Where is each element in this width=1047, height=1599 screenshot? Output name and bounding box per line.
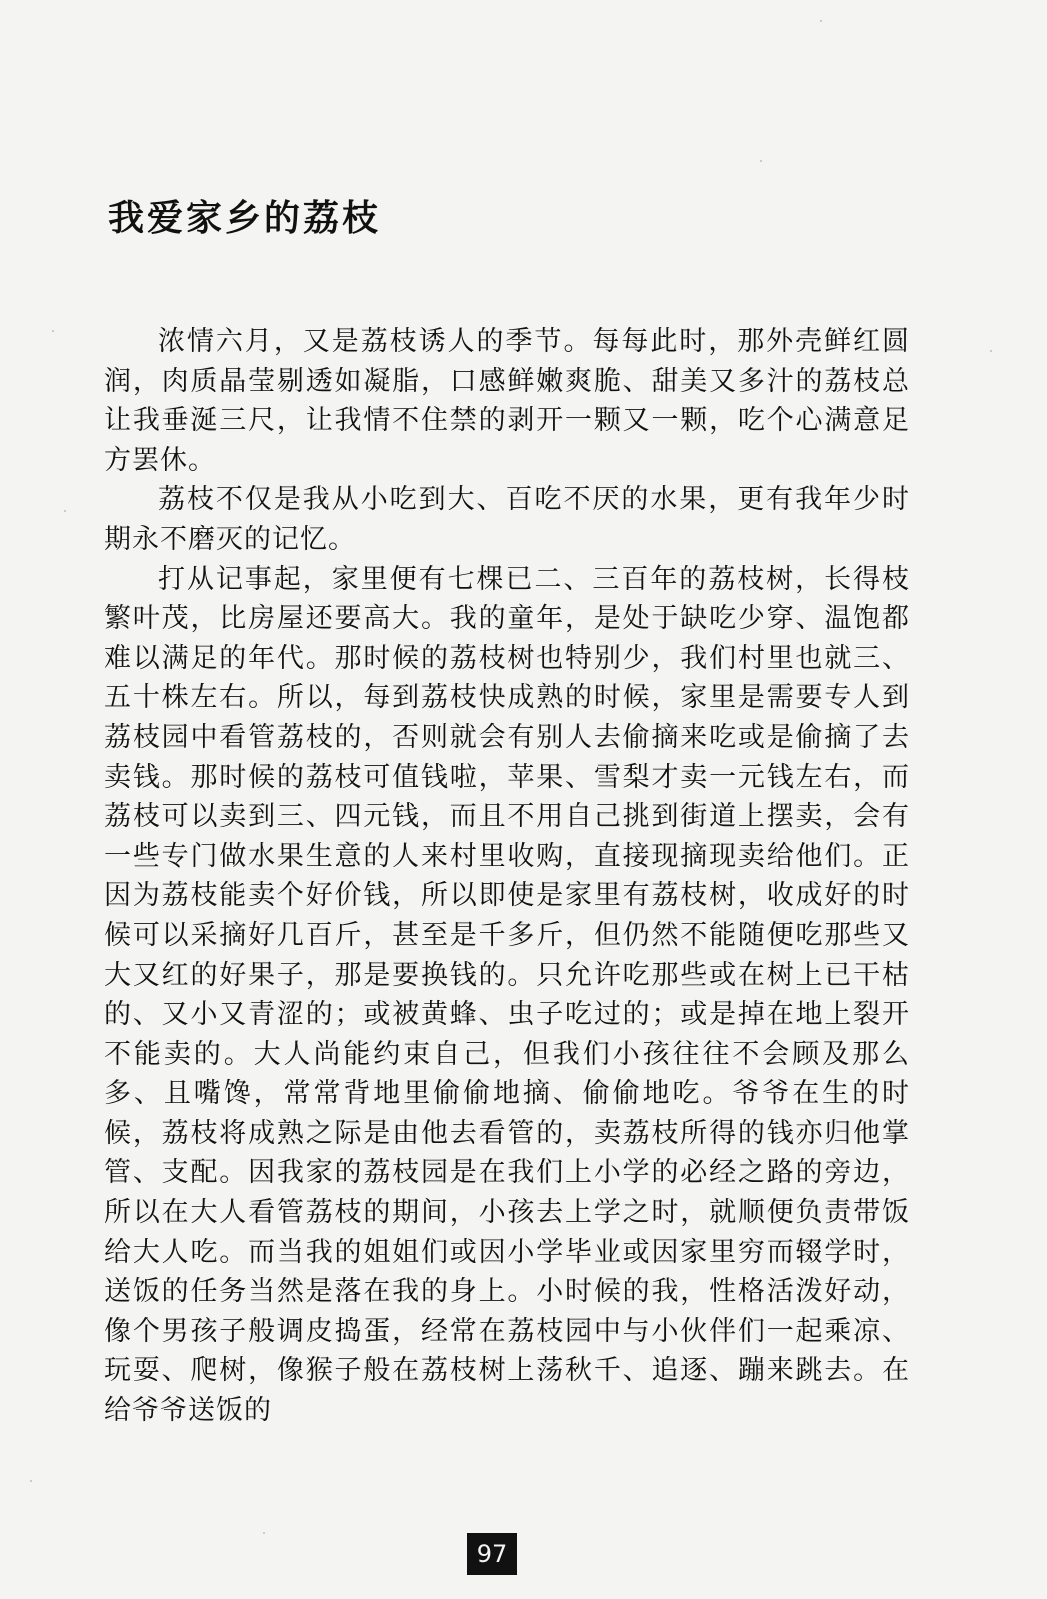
paragraph: 打从记事起，家里便有七棵已二、三百年的荔枝树，长得枝繁叶茂，比房屋还要高大。我的童年，是处于缺吃少穿、温饱都难以满足的年代。那时候的荔枝树也特别少，我们村里也就三、五十株左右。所以，每到荔枝快成熟的时候，家里是需要专人到荔枝园中看管荔枝的，否则就会有别人去偷摘来吃或是偷摘了去卖钱。那时候的荔枝可值钱啦，苹果、雪梨才卖一元钱左右，而荔枝可以卖到三、四元钱，而且不用自己挑到街道上摆卖，会有一些专门做水果生意的人来村里收购，直接现摘现卖给他们。正因为荔枝能卖个好价钱，所以即使是家里有荔枝树，收成好的时候可以采摘好几百斤，甚至是千多斤，但仍然不能随便吃那些又大又红的好果子，那是要换钱的。只允许吃那些或在树上已干枯的、又小又青涩的；或被黄蜂、虫子吃过的；或是掉在地上裂开不能卖的。大人尚能约束自己，但我们小孩往往不会顾及那么多、且嘴馋，常常背地里偷偷地摘、偷偷地吃。爷爷在生的时候，荔枝将成熟之际是由他去看管的，卖荔枝所得的钱亦归他掌管、支配。因我家的荔枝园是在我们上小学的必经之路的旁边，所以在大人看管荔枝的期间，小孩去上学之时，就顺便负责带饭给大人吃。而当我的姐姐们或因小学毕业或因家里穷而辍学时，送饭的任务当然是落在我的身上。小时候的我，性格活泼好动，像个男孩子般调皮捣蛋，经常在荔枝园中与小伙伴们一起乘凉、玩耍、爬树，像猴子般在荔枝树上荡秋千、追逐、蹦来跳去。在给爷爷送饭的 <box>104 563 910 1427</box>
paragraph: 荔枝不仅是我从小吃到大、百吃不厌的水果，更有我年少时期永不磨灭的记忆。 <box>104 484 910 555</box>
article-title: 我爱家乡的荔枝 <box>108 198 382 239</box>
scan-speckle <box>64 510 66 512</box>
paragraph: 浓情六月，又是荔枝诱人的季节。每每此时，那外壳鲜红圆润，肉质晶莹剔透如凝脂，口感鲜嫩爽脆、甜美又多汁的荔枝总让我垂涎三尺，让我情不住禁的剥开一颗又一颗，吃个心满意足方罢休。 <box>104 326 910 476</box>
scan-speckle <box>760 160 762 162</box>
scan-speckle <box>263 1532 265 1534</box>
scan-speckle <box>820 20 822 22</box>
article-body <box>104 322 910 1431</box>
scan-speckle <box>990 350 992 352</box>
scan-speckle <box>52 330 54 332</box>
scan-speckle <box>30 1480 32 1482</box>
page-number: 97 <box>467 1533 517 1575</box>
